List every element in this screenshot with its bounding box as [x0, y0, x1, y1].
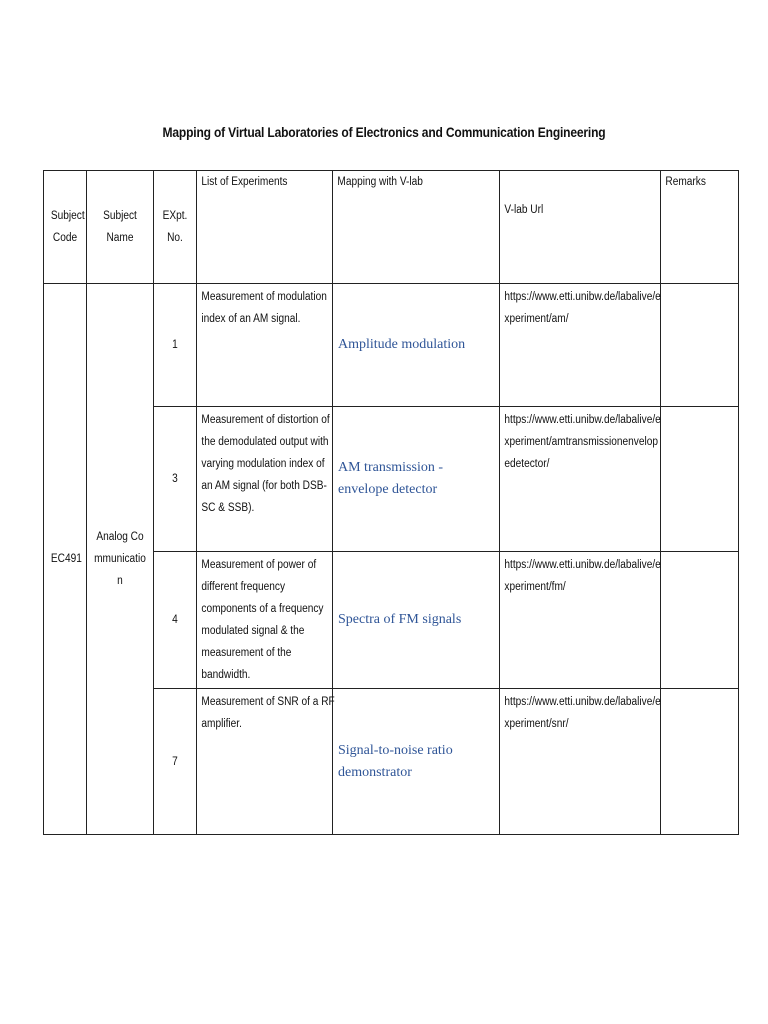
- header-remarks: Remarks: [661, 171, 739, 284]
- header-subject-code: Subject Code: [44, 171, 87, 284]
- remarks-cell: [661, 284, 739, 407]
- url-cell: https://www.etti.unibw.de/labalive/experiment/fm/: [500, 552, 661, 689]
- header-expt-no: EXpt. No.: [154, 171, 197, 284]
- experiment-cell: Measurement of SNR of a RF amplifier.: [197, 689, 333, 835]
- vlab-mapping-table: [43, 170, 739, 835]
- expt-no-cell: 3: [154, 407, 197, 552]
- experiment-cell: Measurement of distortion of the demodulated output with varying modulation index of an AM signal (for both DSB-SC & SSB).: [197, 407, 333, 552]
- subject-name-cell: Analog Communication: [87, 284, 154, 835]
- document-title: Mapping of Virtual Laboratories of Electronics and Communication Engineering: [162, 124, 606, 140]
- expt-no-cell: 7: [154, 689, 197, 835]
- vlab-mapping-link[interactable]: Signal-to-noise ratio demonstrator: [338, 742, 453, 780]
- url-cell: https://www.etti.unibw.de/labalive/experiment/snr/: [500, 689, 661, 835]
- table-row: [44, 284, 739, 407]
- expt-no-cell: 1: [154, 284, 197, 407]
- url-cell: https://www.etti.unibw.de/labalive/experiment/amtransmissionenvelopedetector/: [500, 407, 661, 552]
- expt-no-cell: 4: [154, 552, 197, 689]
- remarks-cell: [661, 407, 739, 552]
- experiment-cell: Measurement of power of different frequency components of a frequency modulated signal & the measurement of the bandwidth.: [197, 552, 333, 689]
- vlab-mapping-link[interactable]: AM transmission - envelope detector: [338, 460, 443, 497]
- url-cell: https://www.etti.unibw.de/labalive/experiment/am/: [500, 284, 661, 407]
- experiment-cell: Measurement of modulation index of an AM signal.: [197, 284, 333, 407]
- vlab-mapping-link[interactable]: Spectra of FM signals: [338, 612, 462, 627]
- remarks-cell: [661, 552, 739, 689]
- header-subject-name: Subject Name: [87, 171, 154, 284]
- subject-code-cell: EC491: [44, 284, 87, 835]
- header-experiments: List of Experiments: [197, 171, 333, 284]
- header-mapping: Mapping with V-lab: [333, 171, 500, 284]
- remarks-cell: [661, 689, 739, 835]
- vlab-mapping-cell: [333, 689, 500, 835]
- vlab-mapping-cell: [333, 552, 500, 689]
- vlab-mapping-cell: [333, 284, 500, 407]
- header-url: V-lab Url: [500, 171, 661, 284]
- vlab-mapping-link[interactable]: Amplitude modulation: [338, 337, 466, 352]
- table-header-row: [44, 171, 739, 284]
- vlab-mapping-cell: [333, 407, 500, 552]
